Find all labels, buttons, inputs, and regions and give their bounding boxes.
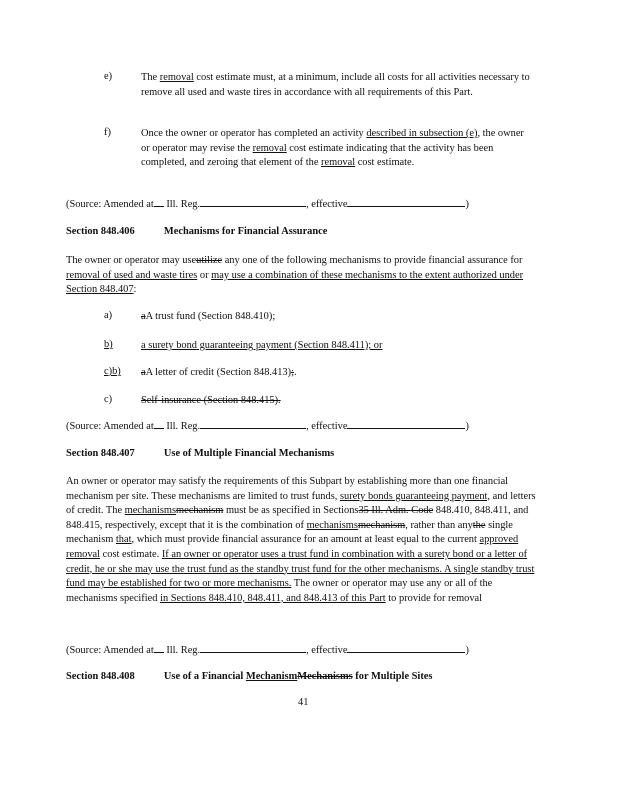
- text-run: cost estimate must, at a minimum, include all costs for all activities necessary to remove all used and waste tires in accordance with all requirements of this Part.: [141, 72, 530, 98]
- item-f-text: [141, 127, 531, 171]
- text-run: If an owner or operator uses a trust fund in combination with a surety bond or a letter of credit, he or she may use the trust fund as the standby trust fund for the other mechanisms. A single standby trust fund may be established for two or more mechanisms.: [66, 548, 535, 590]
- text-run: The owner or operator may use any or all of the mechanisms specified: [66, 578, 493, 604]
- text-run: cost estimate.: [100, 548, 162, 560]
- text-run: An owner or operator may satisfy the requirements of this Subpart by establishing more than one financial mechanism per site. These mechanisms are limited to trust funds,: [66, 476, 509, 502]
- item-label-text: b): [104, 339, 113, 350]
- text-run: removal of used and waste tires: [66, 269, 198, 281]
- text-run: mechanism: [357, 519, 406, 531]
- source-reg: Ill. Reg.: [166, 421, 201, 432]
- text-run: utilize: [196, 255, 223, 266]
- text-run: approved removal: [66, 534, 519, 560]
- item-e-text: [141, 71, 531, 100]
- source-note-3: [66, 643, 469, 656]
- source-close: ): [465, 421, 469, 432]
- text-run: 848.410, 848.411, and 848.415, respectively, except that it is the combination of: [66, 505, 529, 531]
- text-run: Mechanism: [245, 671, 298, 682]
- text-run: :: [133, 284, 137, 296]
- text-run: mechanism: [176, 505, 224, 517]
- item-406-text: [141, 394, 531, 409]
- text-run: Once the owner or operator has completed an activity: [141, 128, 367, 139]
- text-run: removal: [252, 142, 287, 154]
- section-407-number: Section 848.407: [66, 448, 135, 459]
- text-run: removal: [321, 157, 356, 169]
- section-408-heading: [66, 671, 432, 682]
- section-407-title: Use of Multiple Financial Mechanisms: [163, 448, 335, 459]
- text-run: in Sections 848.410, 848.411, and 848.413 of this Part: [160, 592, 386, 604]
- text-run: The: [141, 72, 160, 83]
- text-run: a: [141, 367, 146, 378]
- section-406-intro: [66, 254, 534, 298]
- section-406-title: Mechanisms for Financial Assurance: [163, 226, 328, 237]
- text-run: cost estimate indicating that the activity has been completed, and zeroing that element of the: [141, 142, 494, 169]
- text-run: may use a combination of these mechanisms to the extent authorized under Section 848.407: [66, 269, 524, 296]
- source-note-1: [66, 197, 469, 210]
- text-run: ;: [291, 367, 294, 378]
- source-close: ): [465, 645, 469, 656]
- section-407-heading: [66, 448, 334, 459]
- source-reg: Ill. Reg.: [166, 199, 201, 210]
- text-run: a surety bond guaranteeing payment (Section 848.411); or: [141, 340, 383, 351]
- text-run: surety bonds guaranteeing payment,: [339, 490, 490, 502]
- section-406-heading: [66, 226, 327, 237]
- source-prefix: (Source: Amended at: [66, 645, 154, 656]
- source-prefix: (Source: Amended at: [66, 421, 154, 432]
- item-label-text: c): [104, 394, 113, 405]
- item-406-text: [141, 310, 531, 325]
- source-prefix: (Source: Amended at: [66, 199, 154, 210]
- text-run: described in subsection (e): [366, 128, 478, 139]
- text-run: single mechanism: [66, 519, 513, 546]
- text-run: for Multiple Sites: [352, 671, 433, 682]
- item-406-label: [104, 310, 112, 321]
- section-408-number: Section 848.408: [66, 671, 135, 682]
- text-run: or: [197, 269, 212, 281]
- text-run: A letter of credit (Section 848.413): [145, 367, 292, 378]
- text-run: the: [472, 519, 486, 531]
- text-run: to provide for removal: [385, 592, 483, 604]
- text-run: mechanisms: [306, 519, 358, 531]
- source-note-2: [66, 419, 469, 432]
- item-f-label: f): [104, 127, 111, 138]
- text-run: Mechanisms: [297, 671, 353, 682]
- text-run: 35 Ill. Adm. Code: [358, 505, 434, 517]
- text-run: a: [141, 311, 146, 322]
- text-run: A trust fund (Section 848.410);: [145, 311, 276, 322]
- item-e-label: e): [104, 71, 113, 82]
- text-run: any one of the following mechanisms to provide financial assurance for: [222, 255, 523, 266]
- text-run: , rather than any: [405, 519, 473, 531]
- source-close: ): [465, 199, 469, 210]
- section-406-number: Section 848.406: [66, 226, 135, 237]
- item-406-text: [141, 339, 531, 354]
- text-run: mechanisms: [124, 505, 177, 517]
- text-run: , the owner or operator may revise the: [141, 128, 524, 154]
- section-408-title: [164, 671, 433, 682]
- item-label-text: c)b): [104, 366, 121, 377]
- text-run: The owner or operator may use: [66, 255, 197, 266]
- item-label-text: a): [104, 310, 113, 321]
- text-run: and letters of credit. The: [66, 490, 536, 517]
- source-effective: , effective: [306, 645, 348, 656]
- text-run: that: [115, 534, 132, 546]
- item-406-label: [104, 339, 113, 350]
- source-effective: , effective: [306, 421, 348, 432]
- text-run: must be as specified in Sections: [223, 505, 359, 517]
- text-run: removal: [159, 72, 194, 83]
- text-run: Self-insurance (Section 848.415).: [141, 395, 281, 406]
- source-effective: , effective: [306, 199, 348, 210]
- item-406-label: [104, 366, 121, 377]
- text-run: , which must provide financial assurance for an amount at least equal to the current: [131, 534, 480, 546]
- source-reg: Ill. Reg.: [166, 645, 201, 656]
- item-406-label: [104, 394, 112, 405]
- page-number: 41: [298, 697, 309, 708]
- text-run: cost estimate.: [355, 157, 415, 169]
- item-406-text: [141, 366, 531, 381]
- section-407-body: [66, 475, 536, 606]
- text-run: Use of a Financial: [163, 671, 246, 682]
- text-run: .: [293, 367, 297, 378]
